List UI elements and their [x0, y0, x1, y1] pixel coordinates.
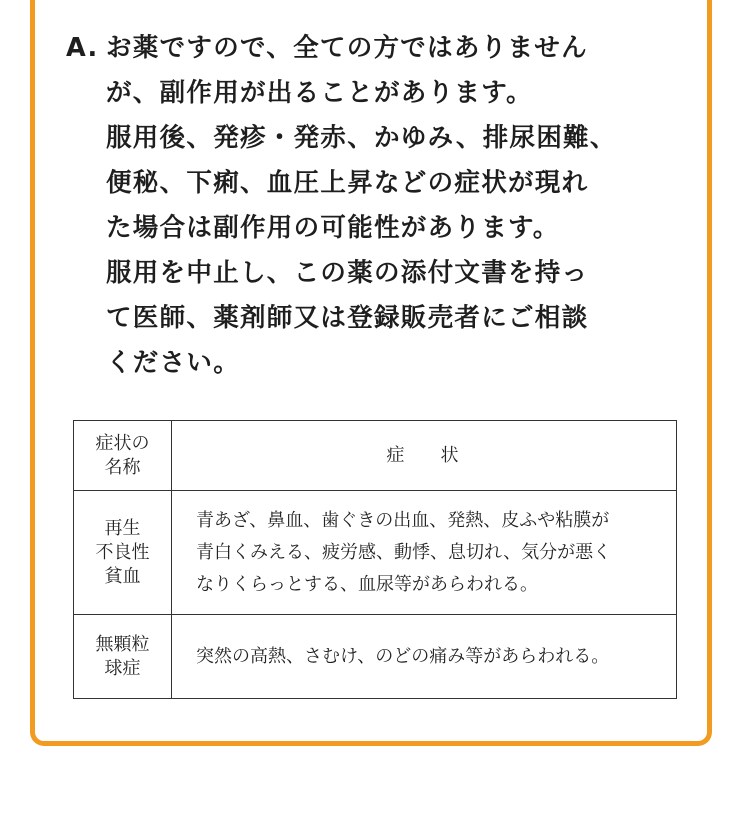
symptom-name-line: 無顆粒 [95, 633, 150, 655]
header-name-line: 症状の [95, 432, 150, 454]
symptom-desc-line: 青白くみえる、疲労感、動悸、息切れ、気分が悪く [196, 541, 612, 563]
answer-line: ください。 [106, 348, 241, 378]
header-symptom [172, 421, 677, 491]
symptom-name-line: 球症 [104, 657, 141, 679]
header-symptom-char: 症 [386, 444, 407, 466]
symptom-name-line: 不良性 [95, 541, 150, 563]
answer-line [66, 26, 706, 71]
header-symptom-char: 状 [440, 444, 461, 466]
symptom-name-cell [74, 491, 172, 615]
symptom-desc-cell [172, 615, 677, 699]
symptom-desc-line: 青あざ、鼻血、歯ぐきの出血、発熱、皮ふや粘膜が [196, 509, 610, 531]
table-row [74, 491, 677, 615]
symptom-table [73, 420, 677, 699]
answer-line: 服用後、発疹・発赤、かゆみ、排尿困難、 [106, 123, 617, 153]
answer-marker: A. [66, 33, 99, 63]
symptom-desc-line: 突然の高熱、さむけ、のどの痛み等があらわれる。 [196, 645, 610, 667]
answer-line-text: お薬ですので、全ての方ではありません [106, 33, 588, 63]
answer-line: 便秘、下痢、血圧上昇などの症状が現れ [106, 168, 589, 198]
symptom-desc-line: なりくらっとする、血尿等があらわれる。 [196, 573, 538, 595]
header-name-line: 名称 [104, 456, 141, 478]
answer-text [66, 26, 706, 386]
answer-line: た場合は副作用の可能性があります。 [106, 213, 560, 243]
symptom-name-line: 再生 [104, 517, 141, 539]
header-symptom-name [74, 421, 172, 491]
symptom-desc-cell [172, 491, 677, 615]
symptom-name-cell [74, 615, 172, 699]
table-row [74, 615, 677, 699]
table-header-row [74, 421, 677, 491]
answer-line: が、副作用が出ることがあります。 [106, 78, 533, 108]
symptom-name-line: 貧血 [104, 565, 141, 587]
answer-line: 服用を中止し、この薬の添付文書を持っ [106, 258, 589, 288]
answer-line: て医師、薬剤師又は登録販売者にご相談 [106, 303, 589, 333]
